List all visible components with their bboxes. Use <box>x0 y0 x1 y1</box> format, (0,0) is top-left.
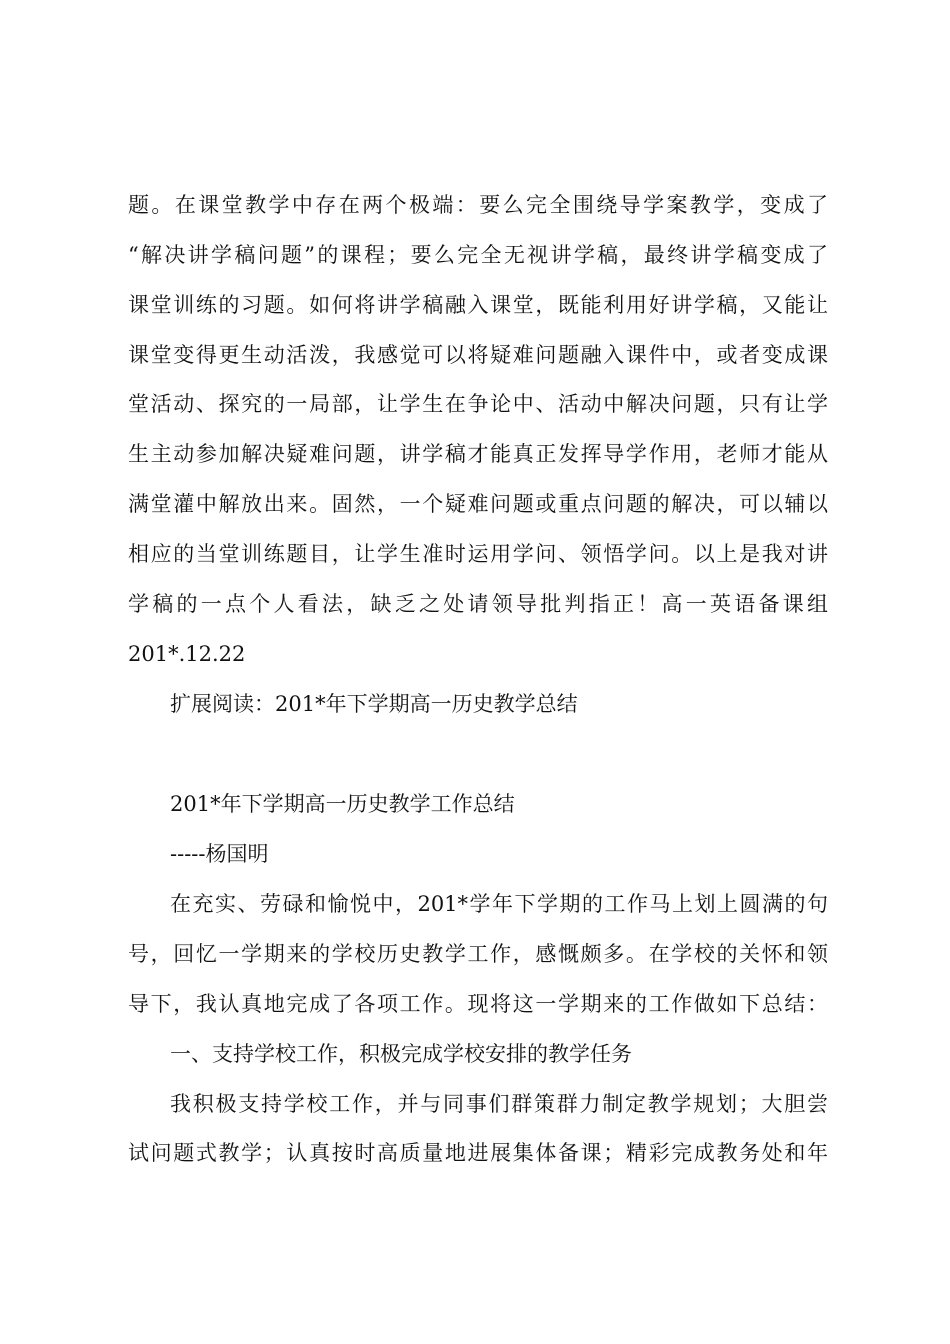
paragraph-line: 课堂训练的习题。如何将讲学稿融入课堂，既能利用好讲学稿，又能让 <box>128 293 828 317</box>
paragraph-line: 在充实、劳碌和愉悦中，201*学年下学期的工作马上划上圆满的句 <box>170 892 828 916</box>
section-heading: 一、支持学校工作，积极完成学校安排的教学任务 <box>170 1042 632 1066</box>
paragraph-line: 试问题式教学；认真按时高质量地进展集体备课；精彩完成教务处和年 <box>128 1141 828 1165</box>
paragraph-line: 号，回忆一学期来的学校历史教学工作，感慨颇多。在学校的关怀和领 <box>128 942 828 966</box>
paragraph-line: “解决讲学稿问题”的课程；要么完全无视讲学稿，最终讲学稿变成了 <box>128 243 828 267</box>
paragraph-line: 我积极支持学校工作，并与同事们群策群力制定教学规划；大胆尝 <box>170 1092 828 1116</box>
extended-reading: 扩展阅读：201*年下学期高一历史教学总结 <box>170 692 578 716</box>
date-line: 201*.12.22 <box>128 642 246 666</box>
paragraph-line: 导下，我认真地完成了各项工作。现将这一学期来的工作做如下总结： <box>128 992 828 1016</box>
paragraph-line: 满堂灌中解放出来。固然，一个疑难问题或重点问题的解决，可以辅以 <box>128 492 828 516</box>
paragraph-line: 题。在课堂教学中存在两个极端：要么完全围绕导学案教学，变成了 <box>128 193 828 217</box>
paragraph-line: 相应的当堂训练题目，让学生准时运用学问、领悟学问。以上是我对讲 <box>128 542 828 566</box>
paragraph-line: 堂活动、探究的一局部，让学生在争论中、活动中解决问题，只有让学 <box>128 392 828 416</box>
paragraph-line: 学稿的一点个人看法，缺乏之处请领导批判指正！高一英语备课组 <box>128 592 828 616</box>
document-title: 201*年下学期高一历史教学工作总结 <box>170 792 515 816</box>
paragraph-line: 生主动参加解决疑难问题，讲学稿才能真正发挥导学作用，老师才能从 <box>128 442 828 466</box>
author-line: -----杨国明 <box>170 842 269 866</box>
paragraph-line: 课堂变得更生动活泼，我感觉可以将疑难问题融入课件中，或者变成课 <box>128 343 828 367</box>
